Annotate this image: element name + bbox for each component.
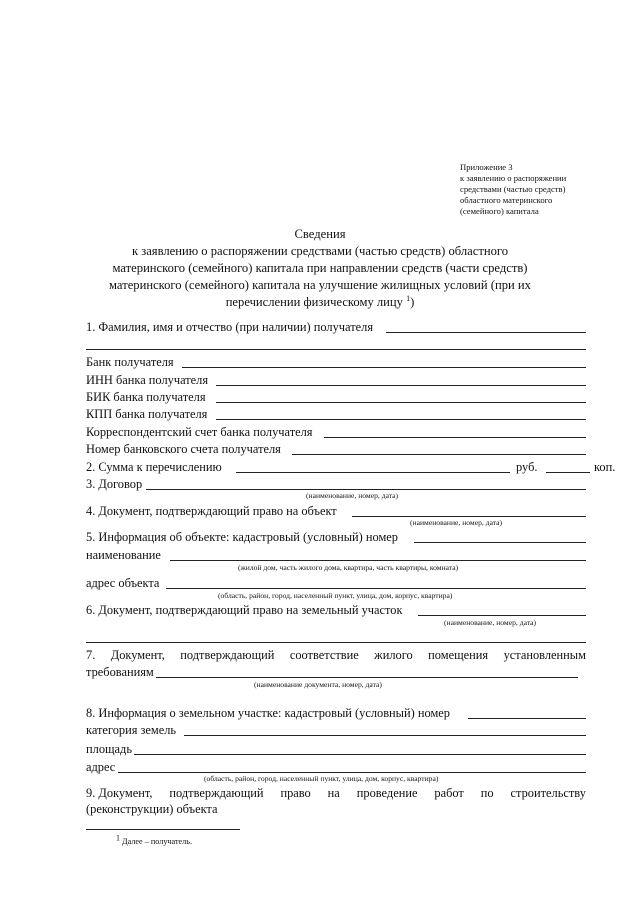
footnote-reference: 1: [406, 293, 411, 303]
footnote-text: Далее – получатель.: [122, 837, 193, 846]
land-address-label: адрес: [86, 760, 116, 774]
appendix-line: средствами (частью средств): [460, 184, 566, 194]
appendix-line: областного материнского: [460, 195, 553, 205]
land-doc-hint: (наименование, номер, дата): [444, 618, 537, 627]
bank-label: Банк получателя: [86, 355, 174, 369]
contract-label: 3. Договор: [86, 477, 143, 491]
construction-word: на: [327, 786, 340, 800]
compliance-doc-label-2: требованиям: [86, 665, 154, 679]
title-line: перечислении физическому лицу: [225, 295, 403, 309]
account-number-field[interactable]: [292, 454, 586, 455]
title-line: к заявлению о распоряжении средствами (частью средств) областного: [131, 244, 509, 258]
land-category-field[interactable]: [184, 735, 586, 736]
construction-word: 9. Документ,: [86, 786, 153, 800]
object-name-hint: (жилой дом, часть жилого дома, квартира, часть квартиры, комната): [238, 563, 459, 572]
construction-word: право: [280, 786, 311, 800]
object-info-label: 5. Информация об объекте: кадастровый (условный) номер: [86, 530, 399, 544]
inn-label: ИНН банка получателя: [86, 373, 209, 387]
object-name-field[interactable]: [170, 560, 586, 561]
land-doc-label: 6. Документ, подтверждающий право на земельный участок: [86, 603, 403, 617]
land-doc-field-2[interactable]: [86, 642, 586, 643]
compliance-word: помещения: [428, 648, 489, 662]
compliance-word: 7.: [86, 648, 96, 662]
corr-account-label: Корреспондентский счет банка получателя: [86, 425, 313, 439]
contract-field[interactable]: [146, 489, 586, 490]
land-address-field[interactable]: [118, 772, 586, 773]
kpp-label: КПП банка получателя: [86, 407, 208, 421]
title-line-last: [60, 294, 580, 311]
appendix-line: (семейного) капитала: [460, 206, 539, 216]
compliance-word: установленным: [503, 648, 586, 662]
construction-doc-line: [86, 786, 586, 801]
rub-label: руб.: [516, 460, 538, 474]
inn-field[interactable]: [216, 385, 586, 386]
land-cadastral-field[interactable]: [468, 718, 586, 719]
object-name-label: наименование: [86, 548, 161, 562]
compliance-word: жилого: [374, 648, 413, 662]
land-address-hint: (область, район, город, населенный пункт, улица, дом, корпус, квартира): [204, 774, 439, 783]
land-area-field[interactable]: [134, 754, 586, 755]
title-line: материнского (семейного) капитала при направлении средств (части средств): [112, 261, 528, 275]
title-heading: Сведения: [294, 227, 346, 241]
title-close-paren: ): [410, 295, 415, 309]
ownership-doc-field[interactable]: [352, 516, 586, 517]
corr-account-field[interactable]: [324, 437, 586, 438]
land-category-label: категория земель: [86, 723, 177, 737]
kpp-field[interactable]: [216, 419, 586, 420]
recipient-name-field[interactable]: [386, 332, 586, 333]
compliance-word: подтверждающий: [180, 648, 275, 662]
land-info-label: 8. Информация о земельном участке: кадастровый (условный) номер: [86, 706, 450, 720]
appendix-line: к заявлению о распоряжении: [460, 173, 567, 183]
kop-label: коп.: [594, 460, 616, 474]
land-area-label: площадь: [86, 742, 133, 756]
compliance-doc-field[interactable]: [156, 677, 578, 678]
contract-hint: (наименование, номер, дата): [306, 491, 399, 500]
land-doc-field[interactable]: [418, 615, 586, 616]
bank-field[interactable]: [182, 367, 586, 368]
object-address-label: адрес объекта: [86, 576, 160, 590]
document-title: [60, 226, 580, 311]
appendix-note: [460, 162, 566, 217]
recipient-name-field-2[interactable]: [86, 349, 586, 350]
compliance-doc-line: [86, 648, 586, 663]
amount-kop-field[interactable]: [546, 472, 590, 473]
construction-word: проведение: [356, 786, 418, 800]
appendix-line: Приложение 3: [460, 162, 513, 172]
amount-label: 2. Сумма к перечислению: [86, 460, 222, 474]
compliance-doc-hint: (наименование документа, номер, дата): [254, 680, 382, 689]
construction-word: работ: [434, 786, 464, 800]
account-number-label: Номер банковского счета получателя: [86, 442, 281, 456]
bik-field[interactable]: [216, 402, 586, 403]
recipient-name-label: 1. Фамилия, имя и отчество (при наличии) получателя: [86, 320, 374, 334]
construction-word: по: [480, 786, 494, 800]
footnote-divider: [86, 829, 240, 830]
compliance-word: Документ,: [110, 648, 165, 662]
footnote-mark: 1: [116, 833, 120, 843]
amount-rub-field[interactable]: [236, 472, 510, 473]
bik-label: БИК банка получателя: [86, 390, 206, 404]
object-address-hint: (область, район, город, населенный пункт, улица, дом, корпус, квартира): [218, 591, 453, 600]
construction-doc-label-2: (реконструкции) объекта: [86, 802, 218, 816]
ownership-doc-label: 4. Документ, подтверждающий право на объект: [86, 504, 337, 518]
object-address-field[interactable]: [166, 588, 586, 589]
title-line: материнского (семейного) капитала на улучшение жилищных условий (при их: [109, 278, 531, 292]
cadastral-number-field[interactable]: [414, 542, 586, 543]
construction-word: подтверждающий: [169, 786, 264, 800]
ownership-doc-hint: (наименование, номер, дата): [410, 518, 503, 527]
compliance-word: соответствие: [289, 648, 359, 662]
construction-word: строительству: [510, 786, 586, 800]
footnote: [116, 833, 193, 846]
